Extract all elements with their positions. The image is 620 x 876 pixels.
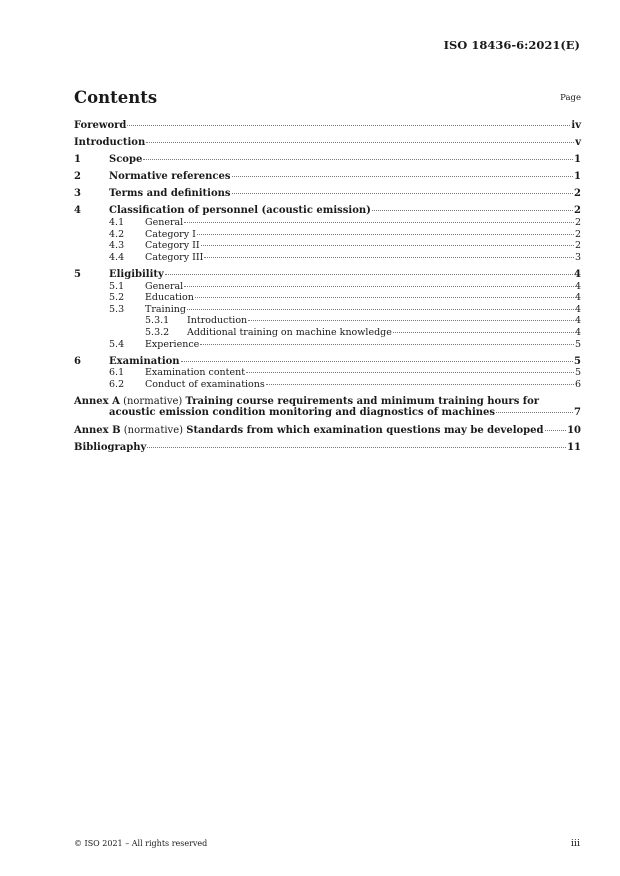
toc-entry-page: 4 — [574, 326, 581, 338]
toc-entry-bibliography[interactable] — [74, 442, 581, 454]
toc-entry-number: 4.2 — [109, 228, 125, 240]
toc-entry-title: Introduction — [187, 315, 248, 327]
leader-dots — [496, 412, 573, 413]
toc-entry-title: General — [145, 280, 184, 292]
toc-entry-number: 4 — [74, 205, 81, 217]
toc-entry-5-2[interactable] — [74, 292, 581, 304]
leader-dots — [545, 430, 567, 431]
leader-dots — [197, 234, 574, 235]
toc-entry-introduction[interactable] — [74, 137, 581, 149]
leader-dots — [200, 344, 574, 345]
toc-entry-6-1[interactable] — [74, 367, 581, 379]
annex-type: (normative) — [123, 395, 183, 407]
leader-dots — [187, 309, 574, 310]
toc-entry-title: Additional training on machine knowledge — [187, 326, 392, 338]
toc-entry-number: 5.3.2 — [145, 326, 170, 338]
toc-entry-title: Examination content — [145, 367, 246, 379]
toc-entry-title: Experience — [145, 338, 200, 350]
toc-entry-title: Bibliography — [74, 441, 147, 453]
annex-title: Standards from which examination questions may be developed — [186, 424, 544, 436]
toc-entry-title: Category II — [145, 240, 200, 252]
toc-entry-title: Foreword — [74, 120, 127, 131]
toc-entry-page: v — [575, 137, 581, 149]
toc-entry-4-1[interactable] — [74, 217, 581, 229]
leader-dots — [204, 257, 574, 258]
leader-dots — [201, 245, 574, 246]
toc-entry-page: 7 — [574, 407, 581, 419]
toc-entry-page: 4 — [574, 280, 581, 292]
leader-dots — [232, 176, 574, 177]
toc-entry-title: Category III — [145, 251, 204, 263]
toc-entry-page: 5 — [574, 355, 581, 367]
toc-entry-5-4[interactable] — [74, 339, 581, 351]
leader-dots — [147, 447, 566, 448]
toc-entry-number: 3 — [74, 188, 81, 200]
annex-label: Annex B — [74, 424, 121, 436]
toc-entry-title: Category I — [145, 228, 196, 240]
leader-dots — [393, 332, 574, 333]
toc-header — [74, 88, 581, 108]
leader-dots — [146, 142, 574, 143]
toc-entry-number: 4.3 — [109, 240, 125, 252]
leader-dots — [266, 384, 574, 385]
toc-entry-page: 2 — [574, 205, 581, 217]
toc-entry-number: 4.4 — [109, 251, 125, 263]
toc-entry-6-2[interactable] — [74, 379, 581, 391]
toc-entry-title: Education — [145, 292, 194, 304]
toc-entry-scope[interactable] — [74, 154, 581, 166]
leader-dots — [248, 320, 574, 321]
leader-dots — [246, 372, 574, 373]
annex-title-line2: acoustic emission condition monitoring and diagnostics of machines — [109, 407, 496, 419]
toc-entry-page: 5 — [574, 338, 581, 350]
standard-identifier: ISO 18436-6:2021(E) — [443, 38, 580, 52]
annex-type: (normative) — [123, 424, 184, 436]
toc-entry-5-3-1[interactable] — [74, 315, 581, 327]
toc-entry-terms-definitions[interactable] — [74, 188, 581, 200]
toc-entry-5-3-2[interactable] — [74, 327, 581, 339]
toc-entry-number: 5.1 — [109, 280, 125, 292]
toc-entry-4-3[interactable] — [74, 240, 581, 252]
footer-copyright: © ISO 2021 – All rights reserved — [74, 839, 208, 848]
toc-entry-title: Normative references — [109, 171, 231, 183]
toc-entry-number: 6.2 — [109, 378, 125, 390]
toc-entry-page: 1 — [574, 154, 581, 166]
leader-dots — [143, 159, 573, 160]
toc-entry-page: 4 — [574, 292, 581, 304]
toc-entry-title: Scope — [109, 154, 143, 166]
toc-entry-eligibility[interactable] — [74, 269, 581, 281]
toc-entry-4-2[interactable] — [74, 229, 581, 241]
leader-dots — [184, 286, 574, 287]
toc-entry-page: 11 — [567, 441, 581, 453]
toc-entry-number: 2 — [74, 171, 81, 183]
leader-dots — [232, 193, 574, 194]
toc-entry-number: 6 — [74, 355, 81, 367]
footer-page-number: iii — [570, 838, 580, 849]
page-title: Contents — [74, 88, 158, 107]
toc-entry-page: 4 — [574, 303, 581, 315]
toc-entry-page: 4 — [574, 268, 581, 280]
table-of-contents — [74, 120, 581, 453]
leader-dots — [181, 361, 573, 362]
leader-dots — [127, 125, 570, 126]
toc-entry-page: 4 — [574, 315, 581, 327]
toc-entry-page: 2 — [574, 240, 581, 252]
toc-entry-classification[interactable] — [74, 205, 581, 217]
leader-dots — [372, 210, 573, 211]
toc-entry-number: 5.3 — [109, 303, 125, 315]
toc-entry-number: 6.1 — [109, 367, 125, 379]
leader-dots — [165, 274, 573, 275]
toc-entry-title: Terms and definitions — [109, 188, 231, 200]
toc-entry-annex-b[interactable] — [74, 425, 581, 437]
toc-entry-normative-references[interactable] — [74, 171, 581, 183]
toc-entry-page: 1 — [574, 171, 581, 183]
leader-dots — [195, 297, 574, 298]
toc-entry-number: 5.2 — [109, 292, 125, 304]
toc-entry-5-1[interactable] — [74, 281, 581, 293]
toc-entry-title: Eligibility — [109, 268, 164, 280]
toc-entry-examination[interactable] — [74, 356, 581, 368]
toc-entry-page: iv — [571, 120, 581, 131]
toc-entry-number: 5.3.1 — [145, 315, 170, 327]
toc-entry-annex-a[interactable] — [74, 396, 581, 419]
toc-entry-page: 3 — [574, 251, 581, 263]
toc-entry-number: 1 — [74, 154, 81, 166]
toc-entry-title: Conduct of examinations — [145, 378, 265, 390]
toc-entry-5-3[interactable] — [74, 304, 581, 316]
toc-entry-page: 10 — [567, 424, 581, 436]
annex-title-line1: Training course requirements and minimum training hours for — [185, 395, 540, 407]
toc-entry-title: General — [145, 217, 184, 229]
toc-entry-number: 5.4 — [109, 338, 125, 350]
toc-entry-title: Introduction — [74, 137, 146, 149]
toc-entry-page: 2 — [574, 188, 581, 200]
annex-label: Annex A — [74, 395, 120, 407]
leader-dots — [184, 222, 574, 223]
toc-entry-page: 2 — [574, 217, 581, 229]
page-column-label: Page — [560, 93, 581, 103]
toc-entry-page: 6 — [574, 378, 581, 390]
toc-entry-4-4[interactable] — [74, 252, 581, 264]
toc-entry-number: 4.1 — [109, 217, 125, 229]
toc-entry-number: 5 — [74, 268, 81, 280]
toc-entry-title: Training — [145, 303, 186, 315]
toc-entry-title: Examination — [109, 355, 180, 367]
toc-entry-title: Classification of personnel (acoustic emission) — [109, 205, 371, 217]
toc-entry-page: 5 — [574, 367, 581, 379]
toc-entry-foreword[interactable] — [74, 120, 581, 132]
toc-entry-page: 2 — [574, 228, 581, 240]
